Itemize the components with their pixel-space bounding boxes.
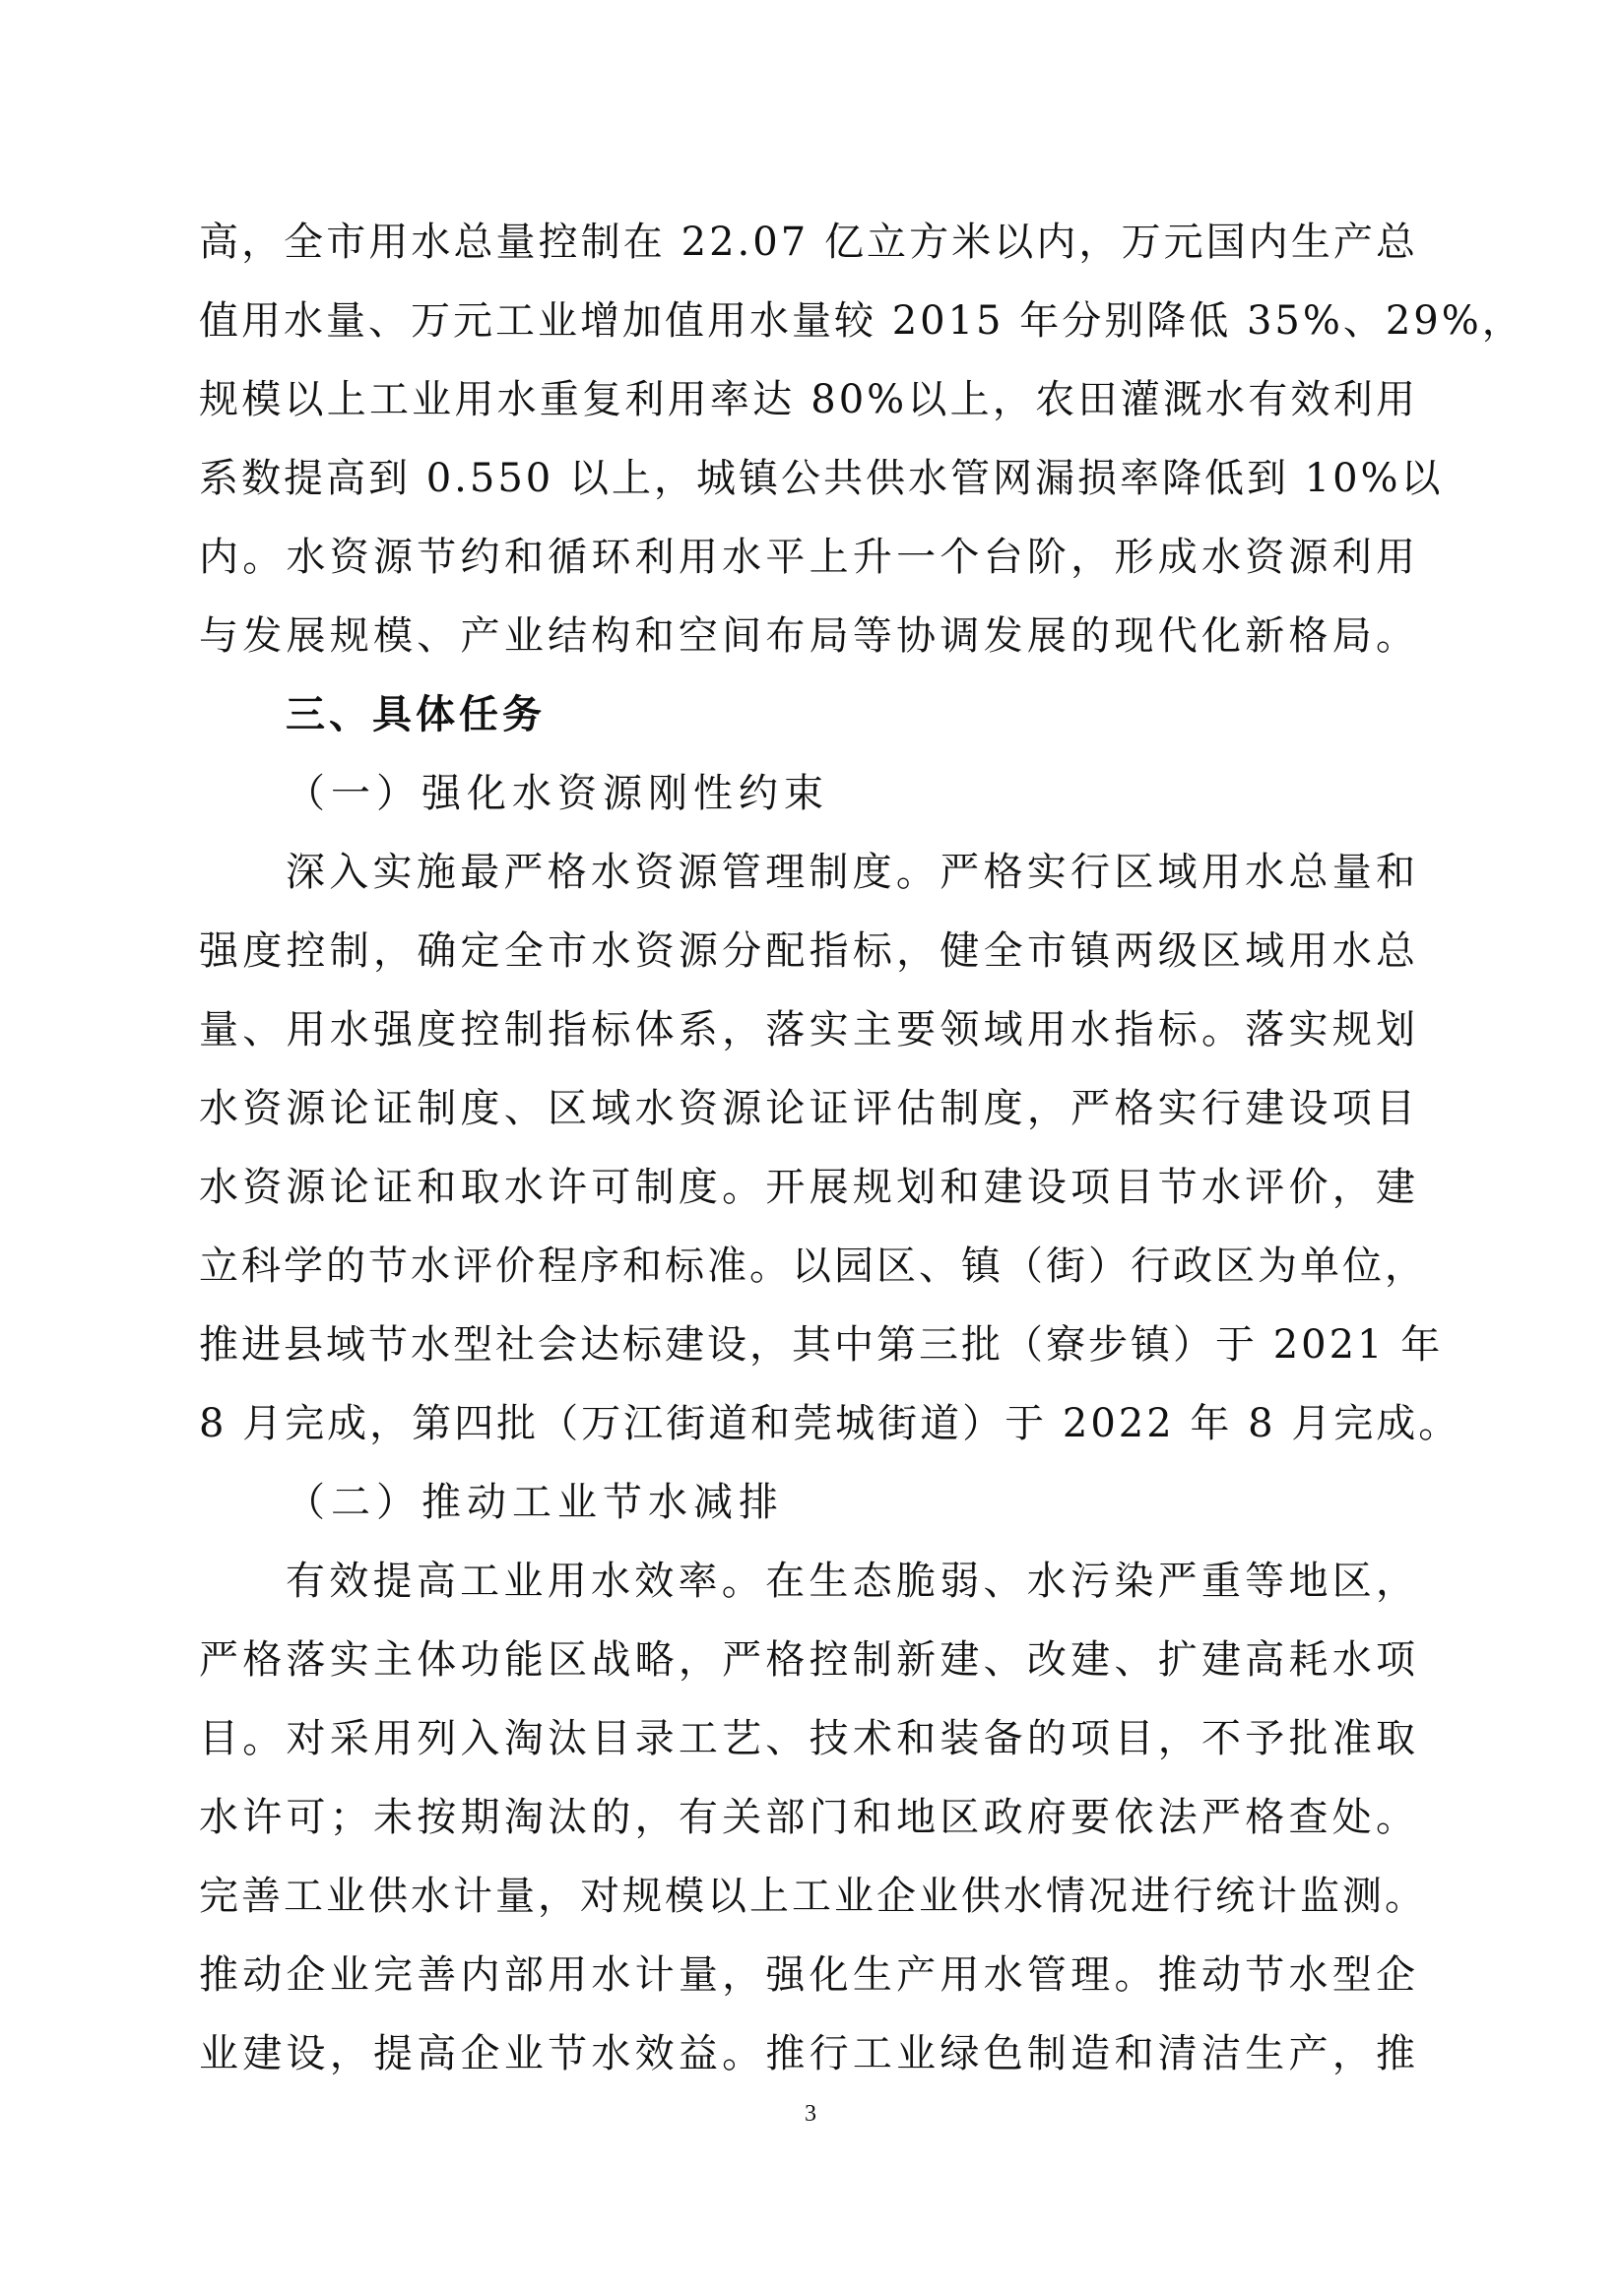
body-line: 推动企业完善内部用水计量，强化生产用水管理。推动节水型企 [199, 1952, 1418, 1998]
body-line: 与发展规模、产业结构和空间布局等协调发展的现代化新格局。 [199, 613, 1418, 659]
body-line: 量、用水强度控制指标体系，落实主要领域用水指标。落实规划 [199, 1007, 1418, 1052]
body-line: 强度控制，确定全市水资源分配指标，健全市镇两级区域用水总 [199, 928, 1418, 974]
body-line: 系数提高到 0.550 以上，城镇公共供水管网漏损率降低到 10%以 [199, 456, 1444, 501]
body-line: 目。对采用列入淘汰目录工艺、技术和装备的项目，不予批准取 [199, 1716, 1418, 1761]
subsection-heading: （一）强化水资源刚性约束 [286, 771, 829, 816]
body-line: 立科学的节水评价程序和标准。以园区、镇（街）行政区为单位， [199, 1244, 1427, 1289]
body-line: 水许可；未按期淘汰的，有关部门和地区政府要依法严格查处。 [199, 1795, 1418, 1840]
body-line: 有效提高工业用水效率。在生态脆弱、水污染严重等地区， [286, 1559, 1418, 1604]
page-number: 3 [805, 2101, 816, 2127]
body-line: 严格落实主体功能区战略，严格控制新建、改建、扩建高耗水项 [199, 1637, 1418, 1683]
body-line: 深入实施最严格水资源管理制度。严格实行区域用水总量和 [286, 850, 1418, 895]
section-heading: 三、具体任务 [286, 692, 546, 737]
body-line: 完善工业供水计量，对规模以上工业企业供水情况进行统计监测。 [199, 1874, 1427, 1919]
body-line: 高，全市用水总量控制在 22.07 亿立方米以内，万元国内生产总 [199, 220, 1418, 265]
body-line: 内。水资源节约和循环利用水平上升一个台阶，形成水资源利用 [199, 535, 1418, 580]
body-line: 8 月完成，第四批（万江街道和莞城街道）于 2022 年 8 月完成。 [199, 1401, 1461, 1446]
body-line: 水资源论证和取水许可制度。开展规划和建设项目节水评价，建 [199, 1165, 1418, 1210]
body-line: 规模以上工业用水重复利用率达 80%以上，农田灌溉水有效利用 [199, 377, 1418, 422]
body-line: 水资源论证制度、区域水资源论证评估制度，严格实行建设项目 [199, 1086, 1418, 1131]
body-line: 业建设，提高企业节水效益。推行工业绿色制造和清洁生产，推 [199, 2031, 1418, 2076]
body-line: 值用水量、万元工业增加值用水量较 2015 年分别降低 35%、29%， [199, 298, 1524, 344]
body-line: 推进县域节水型社会达标建设，其中第三批（寮步镇）于 2021 年 [199, 1322, 1444, 1368]
subsection-heading: （二）推动工业节水减排 [286, 1480, 784, 1525]
